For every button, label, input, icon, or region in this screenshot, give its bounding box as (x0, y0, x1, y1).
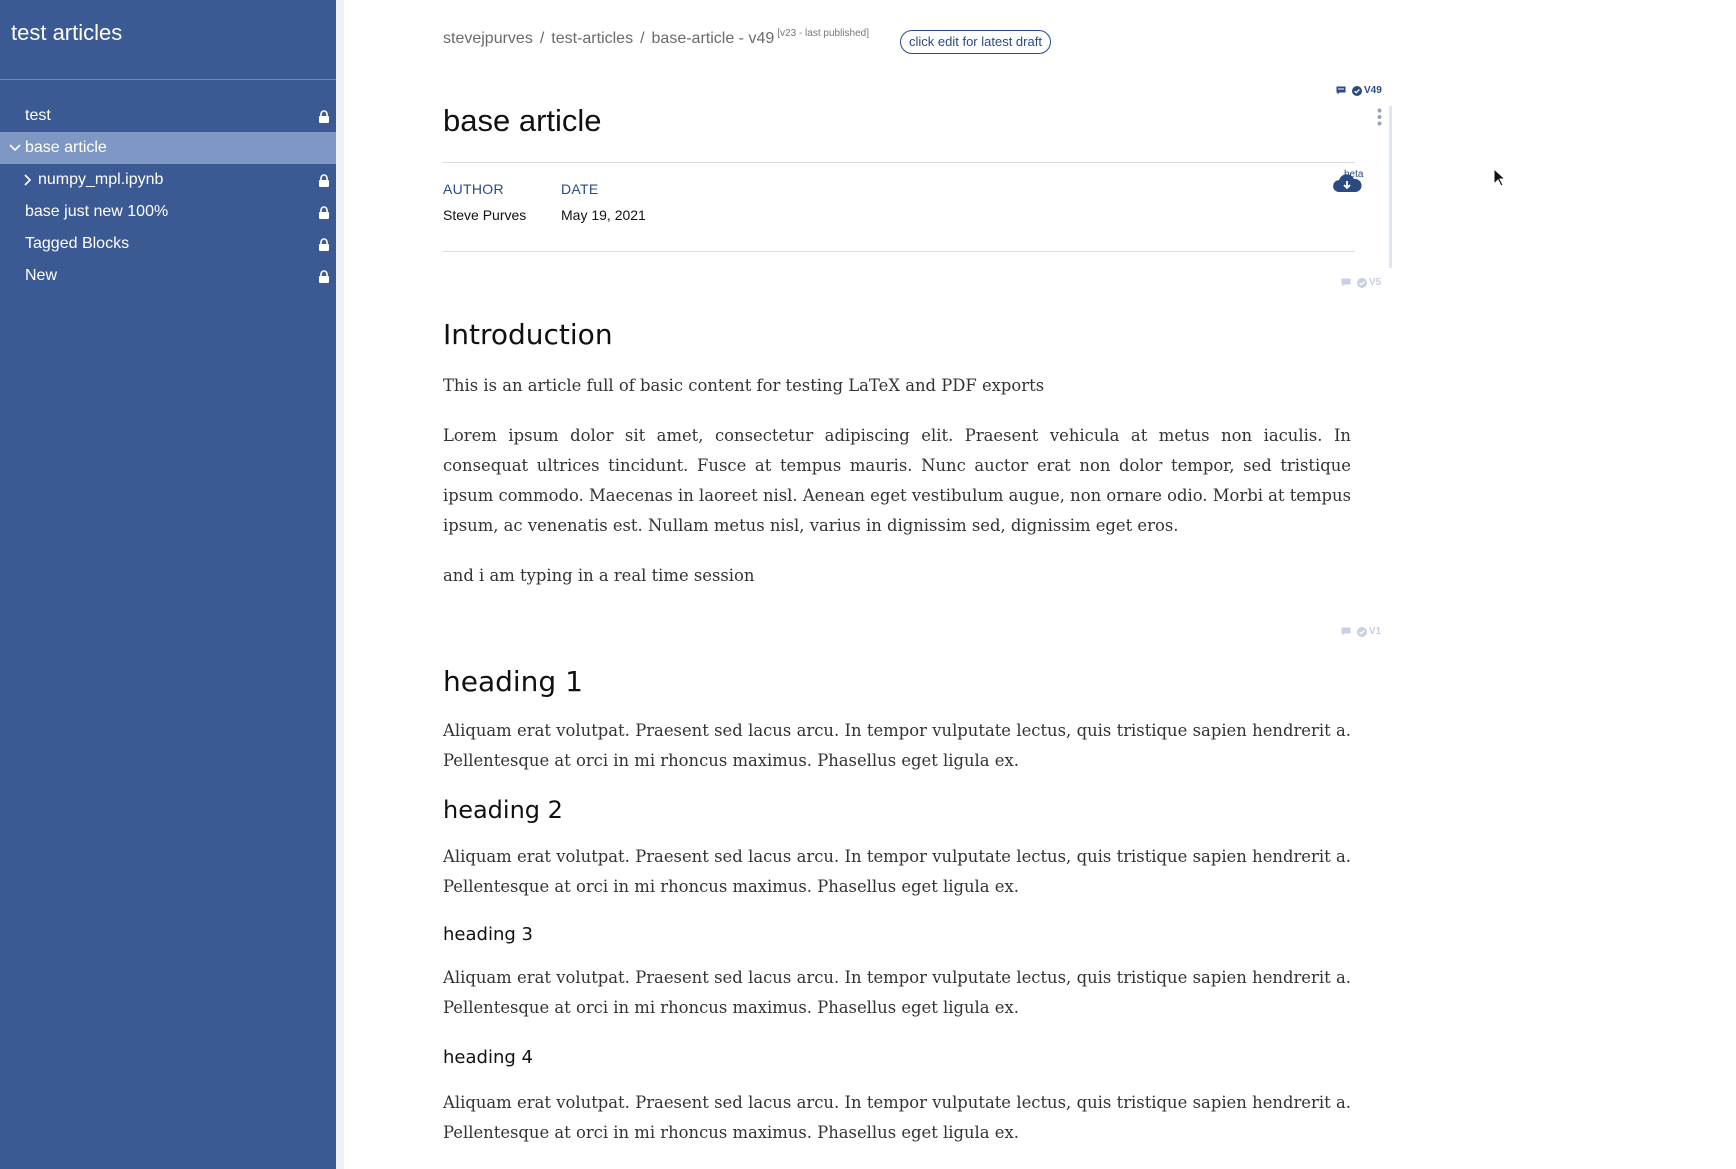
article-view (336, 0, 1736, 1169)
more-options-icon[interactable] (1377, 108, 1382, 126)
sidebar-nav (0, 100, 336, 292)
chevron-down-icon[interactable] (8, 132, 22, 164)
sidebar-title: test articles (11, 20, 123, 45)
block-meta-headings (1341, 626, 1381, 637)
intro-heading: Introduction (443, 318, 613, 351)
lock-icon (318, 110, 330, 123)
published-note: [v23 - last published] (777, 28, 869, 39)
block-selection-rail (1389, 106, 1392, 268)
author-label: AUTHOR (443, 181, 504, 197)
sidebar-item-numpy-mpl[interactable] (0, 164, 336, 196)
breadcrumb-separator: / (539, 30, 545, 47)
author-name: Steve Purves (443, 207, 527, 223)
check-circle-icon (1352, 86, 1362, 96)
sidebar-item-label: base just new 100% (25, 203, 169, 220)
paragraph: Aliquam erat volutpat. Praesent sed lacus arcu. In tempor vulputate lectus, quis tristique sapien hendrerit a. Pellentesque at orci in mi rhoncus maximus. Phasellus eget ligula ex. (443, 721, 1351, 770)
breadcrumb-article: base-article - v49 (651, 30, 775, 47)
beta-badge: beta (1344, 169, 1364, 180)
lock-icon (318, 174, 330, 187)
block-version[interactable] (1357, 277, 1381, 288)
divider (443, 251, 1355, 252)
edit-draft-button[interactable]: click edit for latest draft (900, 30, 1051, 54)
block-meta-header (1336, 85, 1382, 96)
sidebar-item-base-just-new[interactable] (0, 196, 336, 228)
check-circle-icon (1357, 627, 1367, 637)
article-title: base article (443, 103, 602, 138)
check-circle-icon (1357, 278, 1367, 288)
sidebar-item-label: New (25, 267, 58, 284)
sidebar-item-new[interactable] (0, 260, 336, 292)
comment-icon[interactable] (1341, 278, 1351, 287)
sidebar-item-tagged-blocks[interactable] (0, 228, 336, 260)
heading-4: heading 4 (443, 1047, 533, 1068)
breadcrumb-separator: / (640, 30, 645, 47)
heading-3: heading 3 (443, 924, 533, 945)
headings-block (443, 665, 1351, 1148)
lock-icon (318, 238, 330, 251)
lock-icon (318, 206, 330, 219)
sidebar-item-label: Tagged Blocks (25, 235, 130, 252)
sidebar-item-base-article[interactable] (0, 132, 336, 164)
chevron-right-icon[interactable] (21, 164, 35, 196)
heading-2: heading 2 (443, 796, 563, 824)
sidebar-item-label: base article (25, 139, 107, 156)
mouse-cursor-icon (1493, 168, 1507, 188)
breadcrumb-user[interactable]: stevejpurves (443, 30, 533, 47)
heading-1: heading 1 (443, 665, 583, 698)
sidebar-item-label: numpy_mpl.ipynb (38, 171, 164, 188)
block-version-label: V1 (1369, 626, 1382, 637)
paragraph: Aliquam erat volutpat. Praesent sed lacus arcu. In tempor vulputate lectus, quis tristique sapien hendrerit a. Pellentesque at orci in mi rhoncus maximus. Phasellus eget ligula ex. (443, 847, 1351, 896)
sidebar-item-test[interactable] (0, 100, 336, 132)
sidebar-header (0, 0, 336, 80)
paragraph: and i am typing in a real time session (443, 566, 755, 585)
article-date: May 19, 2021 (561, 207, 646, 223)
sidebar-item-label: test (25, 107, 51, 124)
paragraph: Aliquam erat volutpat. Praesent sed lacus arcu. In tempor vulputate lectus, quis tristique sapien hendrerit a. Pellentesque at orci in mi rhoncus maximus. Phasellus eget ligula ex. (443, 968, 1351, 1017)
paragraph: Aliquam erat volutpat. Praesent sed lacus arcu. In tempor vulputate lectus, quis tristique sapien hendrerit a. Pellentesque at orci in mi rhoncus maximus. Phasellus eget ligula ex. (443, 1093, 1351, 1142)
paragraph: This is an article full of basic content for testing LaTeX and PDF exports (443, 376, 1045, 395)
comment-icon[interactable] (1336, 86, 1346, 95)
sidebar (0, 0, 336, 1169)
lock-icon (318, 270, 330, 283)
block-version-label: V5 (1369, 277, 1382, 288)
date-label: DATE (561, 181, 599, 197)
block-version[interactable] (1352, 85, 1382, 96)
breadcrumb (443, 28, 869, 48)
block-meta-intro (1341, 277, 1381, 288)
divider (443, 162, 1355, 163)
block-version[interactable] (1357, 626, 1381, 637)
intro-block (443, 318, 1351, 591)
breadcrumb-project[interactable]: test-articles (551, 30, 634, 47)
block-version-label: V49 (1364, 85, 1382, 96)
paragraph: Lorem ipsum dolor sit amet, consectetur adipiscing elit. Praesent vehicula at metus non iaculis. In consequat ultrices tincidunt. Fusce at tempus mauris. Nunc auctor erat non dolor tempor, sed tristique ipsum commodo. Maecenas in laoreet nisl. Aenean eget vestibulum augue, non ornare odio. Morbi at tempus ipsum, ac venenatis est. Nullam metus nisl, varius in dignissim sed, dignissim eget eros. (443, 426, 1351, 535)
comment-icon[interactable] (1341, 627, 1351, 636)
